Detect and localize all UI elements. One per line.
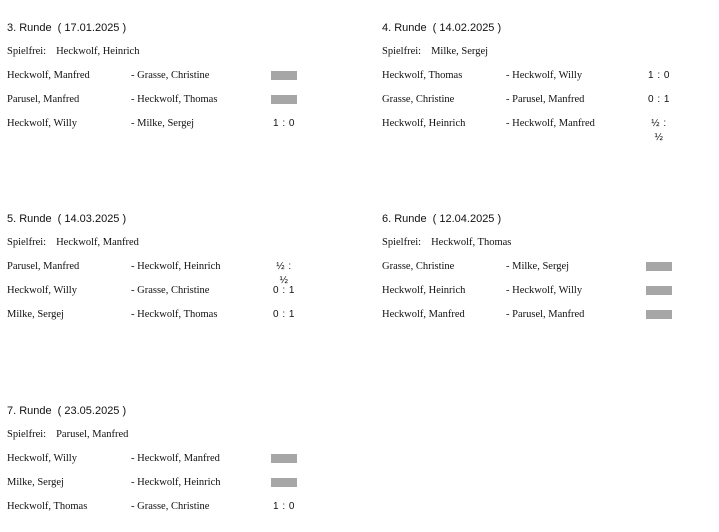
black-player: - Grasse, Christine [131, 501, 210, 512]
result-pending [271, 71, 297, 80]
round-3 [7, 21, 347, 141]
round-7 [7, 404, 347, 524]
game-row [7, 69, 347, 93]
black-player: - Heckwolf, Manfred [131, 453, 220, 464]
game-row [7, 93, 347, 117]
black-player: - Grasse, Christine [131, 285, 210, 296]
result-pending [271, 478, 297, 487]
black-player: - Parusel, Manfred [506, 94, 585, 105]
round-header [7, 21, 347, 45]
black-player: - Heckwolf, Heinrich [131, 477, 221, 488]
result-pending [646, 286, 672, 295]
game-row [7, 452, 347, 476]
game-result: 1 : 0 [273, 118, 295, 129]
result-pending [646, 262, 672, 271]
game-row [382, 117, 719, 141]
bye-label: Spielfrei: [382, 46, 422, 57]
round-title: 4. Runde [382, 22, 427, 34]
white-player: Heckwolf, Willy [7, 285, 77, 296]
black-player: - Heckwolf, Manfred [506, 118, 595, 129]
bye-line [7, 45, 347, 69]
white-player: Heckwolf, Heinrich [382, 118, 466, 129]
white-player: Heckwolf, Manfred [382, 309, 465, 320]
bye-player: Heckwolf, Heinrich [56, 46, 140, 57]
game-result: 0 : 1 [648, 94, 670, 105]
game-result: 1 : 0 [273, 501, 295, 512]
white-player: Heckwolf, Heinrich [382, 285, 466, 296]
result-pending [271, 95, 297, 104]
result-pending [271, 454, 297, 463]
round-date: ( 14.02.2025 ) [432, 22, 502, 34]
bye-player: Heckwolf, Manfred [56, 237, 139, 248]
white-player: Parusel, Manfred [7, 261, 80, 272]
black-player: - Grasse, Christine [131, 70, 210, 81]
white-player: Heckwolf, Manfred [7, 70, 90, 81]
round-header [7, 404, 347, 428]
white-player: Heckwolf, Willy [7, 453, 77, 464]
game-row [382, 260, 719, 284]
game-row [382, 69, 719, 93]
game-result: ½ : ½ [276, 261, 292, 286]
white-player: Grasse, Christine [382, 94, 455, 105]
black-player: - Heckwolf, Thomas [131, 94, 218, 105]
round-title: 5. Runde [7, 213, 52, 225]
game-row [7, 284, 347, 308]
white-player: Heckwolf, Willy [7, 118, 77, 129]
bye-label: Spielfrei: [7, 46, 47, 57]
game-row [382, 93, 719, 117]
black-player: - Heckwolf, Thomas [131, 309, 218, 320]
round-header [7, 212, 347, 236]
bye-label: Spielfrei: [7, 429, 47, 440]
game-row [382, 308, 719, 332]
round-title: 7. Runde [7, 405, 52, 417]
white-player: Grasse, Christine [382, 261, 455, 272]
bye-player: Parusel, Manfred [56, 429, 129, 440]
round-date: ( 14.03.2025 ) [57, 213, 127, 225]
round-header [382, 21, 719, 45]
bye-player: Heckwolf, Thomas [431, 237, 512, 248]
bye-line [382, 236, 719, 260]
bye-label: Spielfrei: [7, 237, 47, 248]
round-5 [7, 212, 347, 332]
result-pending [646, 310, 672, 319]
black-player: - Milke, Sergej [131, 118, 195, 129]
white-player: Milke, Sergej [7, 477, 64, 488]
game-row [7, 476, 347, 500]
white-player: Parusel, Manfred [7, 94, 80, 105]
round-date: ( 23.05.2025 ) [57, 405, 127, 417]
white-player: Heckwolf, Thomas [382, 70, 463, 81]
round-4 [382, 21, 719, 141]
game-result: ½ : ½ [651, 118, 667, 143]
round-title: 6. Runde [382, 213, 427, 225]
black-player: - Milke, Sergej [506, 261, 570, 272]
game-result: 0 : 1 [273, 309, 295, 320]
black-player: - Heckwolf, Willy [506, 285, 583, 296]
round-date: ( 17.01.2025 ) [57, 22, 127, 34]
bye-label: Spielfrei: [382, 237, 422, 248]
round-6 [382, 212, 719, 332]
round-header [382, 212, 719, 236]
bye-line [7, 428, 347, 452]
game-row [7, 260, 347, 284]
game-row [7, 117, 347, 141]
bye-line [382, 45, 719, 69]
game-row [7, 500, 347, 524]
game-result: 1 : 0 [648, 70, 670, 81]
black-player: - Heckwolf, Willy [506, 70, 583, 81]
black-player: - Heckwolf, Heinrich [131, 261, 221, 272]
black-player: - Parusel, Manfred [506, 309, 585, 320]
white-player: Heckwolf, Thomas [7, 501, 88, 512]
round-date: ( 12.04.2025 ) [432, 213, 502, 225]
bye-line [7, 236, 347, 260]
round-title: 3. Runde [7, 22, 52, 34]
game-row [382, 284, 719, 308]
bye-player: Milke, Sergej [431, 46, 489, 57]
game-row [7, 308, 347, 332]
game-result: 0 : 1 [273, 285, 295, 296]
white-player: Milke, Sergej [7, 309, 64, 320]
